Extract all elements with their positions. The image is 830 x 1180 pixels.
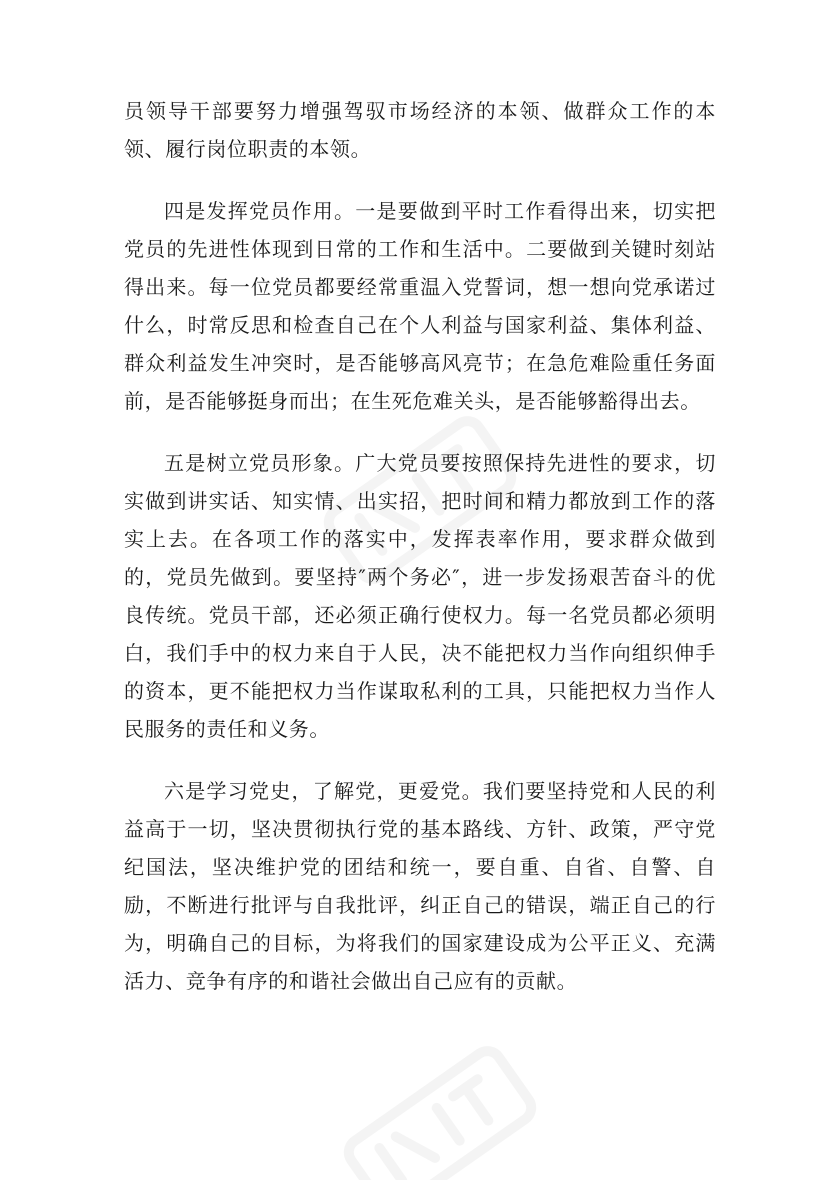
paragraph-point-five: 五是树立党员形象。广大党员要按照保持先进性的要求，切实做到讲实话、知实情、出实招，把时间和精力都放到工作的落实上去。在各项工作的落实中，发挥表率作用，要求群众做到的，党员先做到。要坚持″两个务必″，进一步发扬艰苦奋斗的优良传统。党员干部，还必须正确行使权力。每一名党员都必须明白，我们手中的权力来自于人民，决不能把权力当作向组织伸手的资本，更不能把权力当作谋取私利的工具，只能把权力当作人民服务的责任和义务。 <box>124 451 716 741</box>
watermark-stamp-icon <box>320 1030 560 1180</box>
paragraph-continuation: 员领导干部要努力增强驾驭市场经济的本领、做群众工作的本领、履行岗位职责的本领。 <box>124 99 716 161</box>
paragraph-point-six: 六是学习党史，了解党，更爱党。我们要坚持党和人民的利益高于一切，坚决贯彻执行党的基本路线、方针、政策，严守党纪国法，坚决维护党的团结和统一，要自重、自省、自警、自励，不断进行批评与自我批评，纠正自己的错误，端正自己的行为，明确自己的目标，为将我们的国家建设成为公平正义、充满活力、竞争有序的和谐社会做出自己应有的贡献。 <box>124 779 716 993</box>
document-body <box>124 92 716 1024</box>
paragraph-point-four: 四是发挥党员作用。一是要做到平时工作看得出来，切实把党员的先进性体现到日常的工作和生活中。二要做到关键时刻站得出来。每一位党员都要经常重温入党誓词，想一想向党承诺过什么，时常反思和检查自己在个人利益与国家利益、集体利益、群众利益发生冲突时，是否能够高风亮节；在急危难险重任务面前，是否能够挺身而出；在生死危难关头，是否能够豁得出去。 <box>124 199 716 413</box>
